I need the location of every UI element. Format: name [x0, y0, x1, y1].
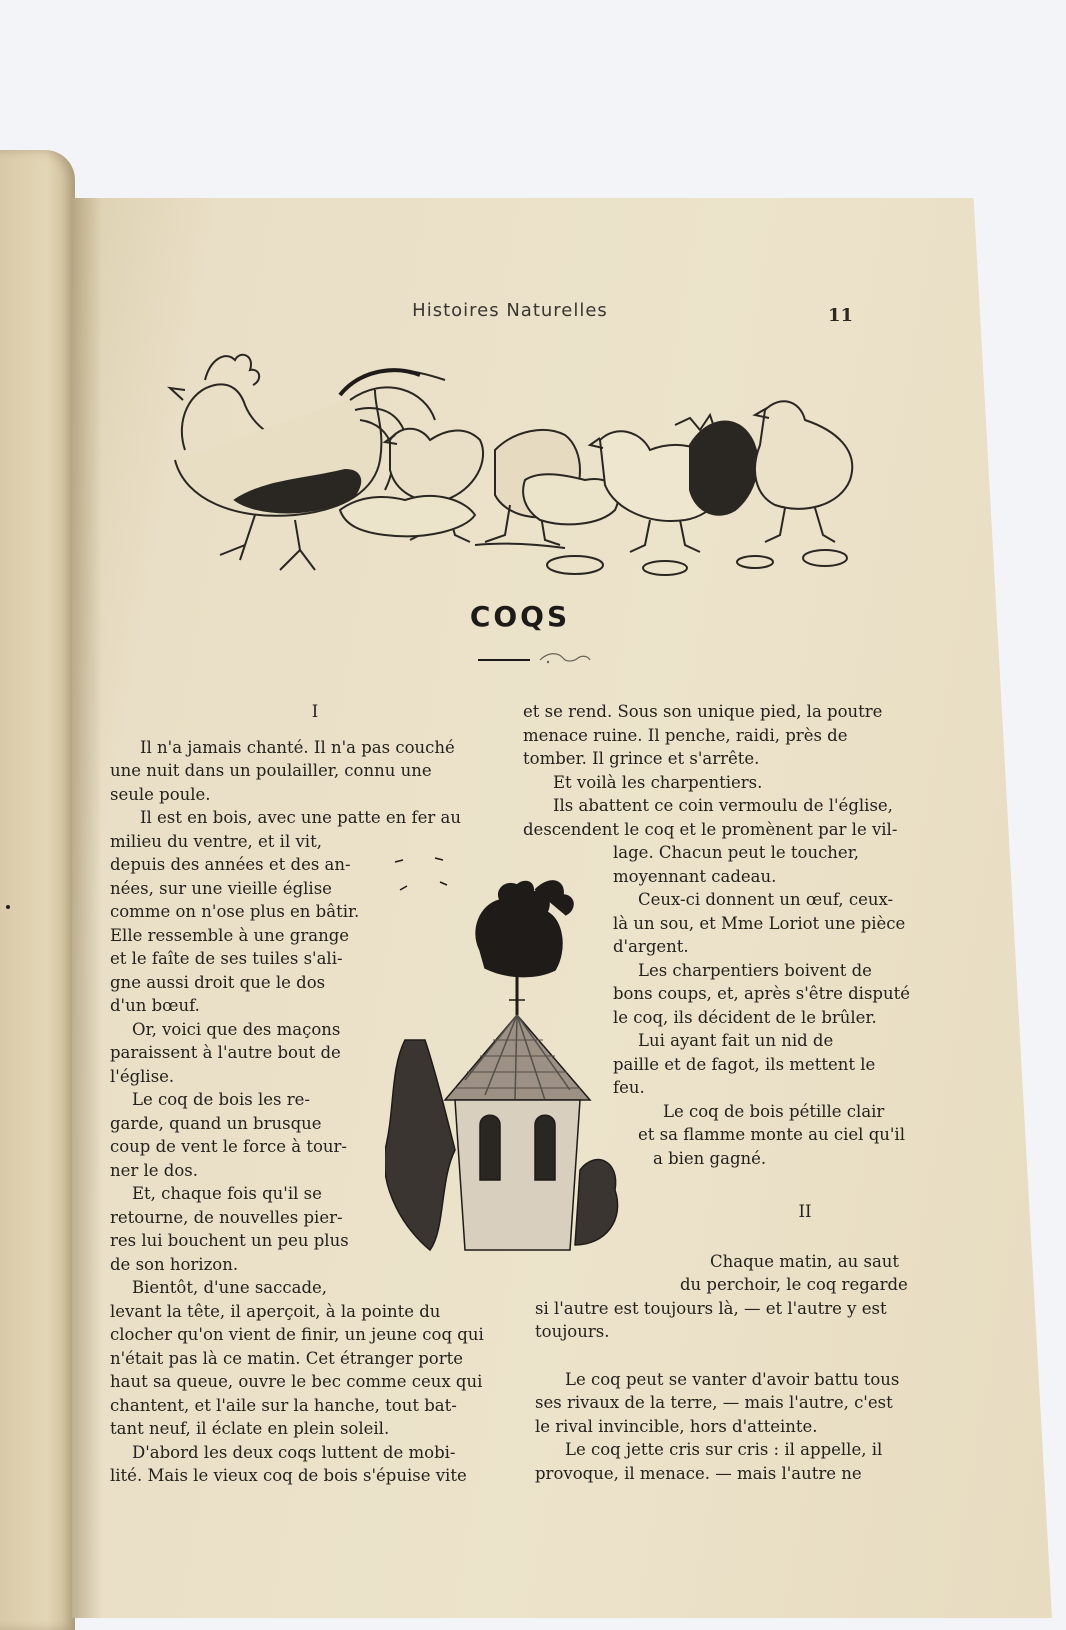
section-numeral: II: [798, 1202, 812, 1221]
text-line: menace ruine. Il penche, raidi, près de: [523, 725, 848, 745]
text-line: Or, voici que des maçons: [132, 1019, 341, 1039]
text-line: n'était pas là ce matin. Cet étranger porte: [110, 1348, 464, 1368]
text-line: milieu du ventre, et il vit,: [110, 831, 322, 851]
text-line: retourne, de nouvelles pier-: [110, 1207, 343, 1227]
text-line: gne aussi droit que le dos: [110, 972, 326, 992]
running-title: Histoires Naturelles: [412, 300, 608, 321]
title-ornament: [478, 650, 638, 670]
text-line: Elle ressemble à une grange: [110, 925, 350, 945]
text-line: paille et de fagot, ils mettent le: [613, 1054, 876, 1074]
text-line: tant neuf, il éclate en plein soleil.: [110, 1419, 390, 1438]
facing-page-edge: [0, 150, 75, 1630]
text-line: d'un bœuf.: [110, 996, 200, 1015]
text-line: garde, quand un brusque: [110, 1113, 322, 1133]
text-line: l'église.: [110, 1066, 175, 1086]
text-line: descendent le coq et le promènent par le vil-: [523, 819, 898, 839]
chapter-title: COQS: [469, 600, 571, 633]
text-line: le rival invincible, hors d'atteinte.: [535, 1416, 818, 1436]
text-line: et se rend. Sous son unique pied, la poutre: [523, 702, 883, 721]
text-line: provoque, il menace. — mais l'autre ne: [535, 1463, 862, 1483]
text-line: D'abord les deux coqs luttent de mobi-: [132, 1442, 456, 1462]
text-line: chantent, et l'aile sur la hanche, tout bat-: [110, 1395, 457, 1415]
text-line: lité. Mais le vieux coq de bois s'épuise vite: [110, 1466, 467, 1485]
text-line: d'argent.: [613, 937, 689, 956]
text-line: coup de vent le force à tour-: [110, 1137, 347, 1156]
text-line: haut sa queue, ouvre le bec comme ceux qui: [110, 1372, 483, 1391]
text-line: res lui bouchent un peu plus: [110, 1231, 349, 1250]
text-line: feu.: [613, 1078, 645, 1097]
text-line: si l'autre est toujours là, — et l'autre y est: [535, 1298, 887, 1318]
text-line: du perchoir, le coq regarde: [680, 1275, 908, 1294]
page-gutter-shadow: [72, 198, 102, 1618]
text-line: tomber. Il grince et s'arrête.: [523, 749, 760, 768]
text-line: toujours.: [535, 1322, 610, 1341]
text-line: une nuit dans un poulailler, connu une: [110, 761, 432, 780]
text-line: le coq, ils décident de le brûler.: [613, 1007, 877, 1027]
text-line: Il est en bois, avec une patte en fer au: [140, 808, 461, 827]
text-line: Et, chaque fois qu'il se: [132, 1184, 322, 1203]
section-one-right-column: [523, 700, 923, 1170]
text-line: clocher qu'on vient de finir, un jeune coq qui: [110, 1325, 484, 1344]
text-line: et sa flamme monte au ciel qu'il: [638, 1125, 905, 1144]
text-line: comme on n'ose plus en bâtir.: [110, 902, 360, 921]
text-line: Et voilà les charpentiers.: [553, 772, 763, 792]
ink-speck: [6, 905, 10, 909]
text-line: moyennant cadeau.: [613, 866, 777, 886]
text-line: Chaque matin, au saut: [710, 1251, 900, 1271]
text-line: Le coq de bois les re-: [132, 1090, 310, 1109]
text-line: de son horizon.: [110, 1254, 239, 1274]
text-line: Les charpentiers boivent de: [638, 960, 872, 980]
text-line: a bien gagné.: [653, 1148, 767, 1168]
text-line: Le coq de bois pétille clair: [663, 1101, 885, 1121]
text-line: Bientôt, d'une saccade,: [132, 1278, 328, 1297]
text-line: levant la tête, il aperçoit, à la pointe du: [110, 1301, 441, 1321]
text-line: Le coq jette cris sur cris : il appelle, il: [565, 1440, 883, 1459]
text-line: Le coq peut se vanter d'avoir battu tous: [565, 1369, 900, 1389]
text-line: Ils abattent ce coin vermoulu de l'église,: [553, 796, 893, 815]
rooster-and-hens-illustration: [145, 330, 875, 590]
text-line: Ceux-ci donnent un œuf, ceux-: [638, 890, 894, 909]
text-line: ner le dos.: [110, 1160, 199, 1180]
text-line: là un sou, et Mme Loriot une pièce: [613, 913, 906, 933]
text-line: et le faîte de ses tuiles s'ali-: [110, 949, 343, 968]
text-line: nées, sur une vieille église: [110, 878, 332, 898]
text-line: bons coups, et, après s'être disputé: [613, 984, 910, 1003]
section-numeral: I: [311, 702, 319, 721]
text-line: lage. Chacun peut le toucher,: [613, 843, 860, 862]
text-line: paraissent à l'autre bout de: [110, 1043, 341, 1062]
section-two: [535, 1200, 945, 1485]
text-line: ses rivaux de la terre, — mais l'autre, c'est: [535, 1393, 893, 1412]
text-line: Lui ayant fait un nid de: [638, 1031, 834, 1050]
text-line: depuis des années et des an-: [110, 855, 351, 874]
text-line: Il n'a jamais chanté. Il n'a pas couché: [140, 737, 455, 757]
text-line: seule poule.: [110, 784, 211, 804]
page-number: 11: [828, 305, 854, 326]
